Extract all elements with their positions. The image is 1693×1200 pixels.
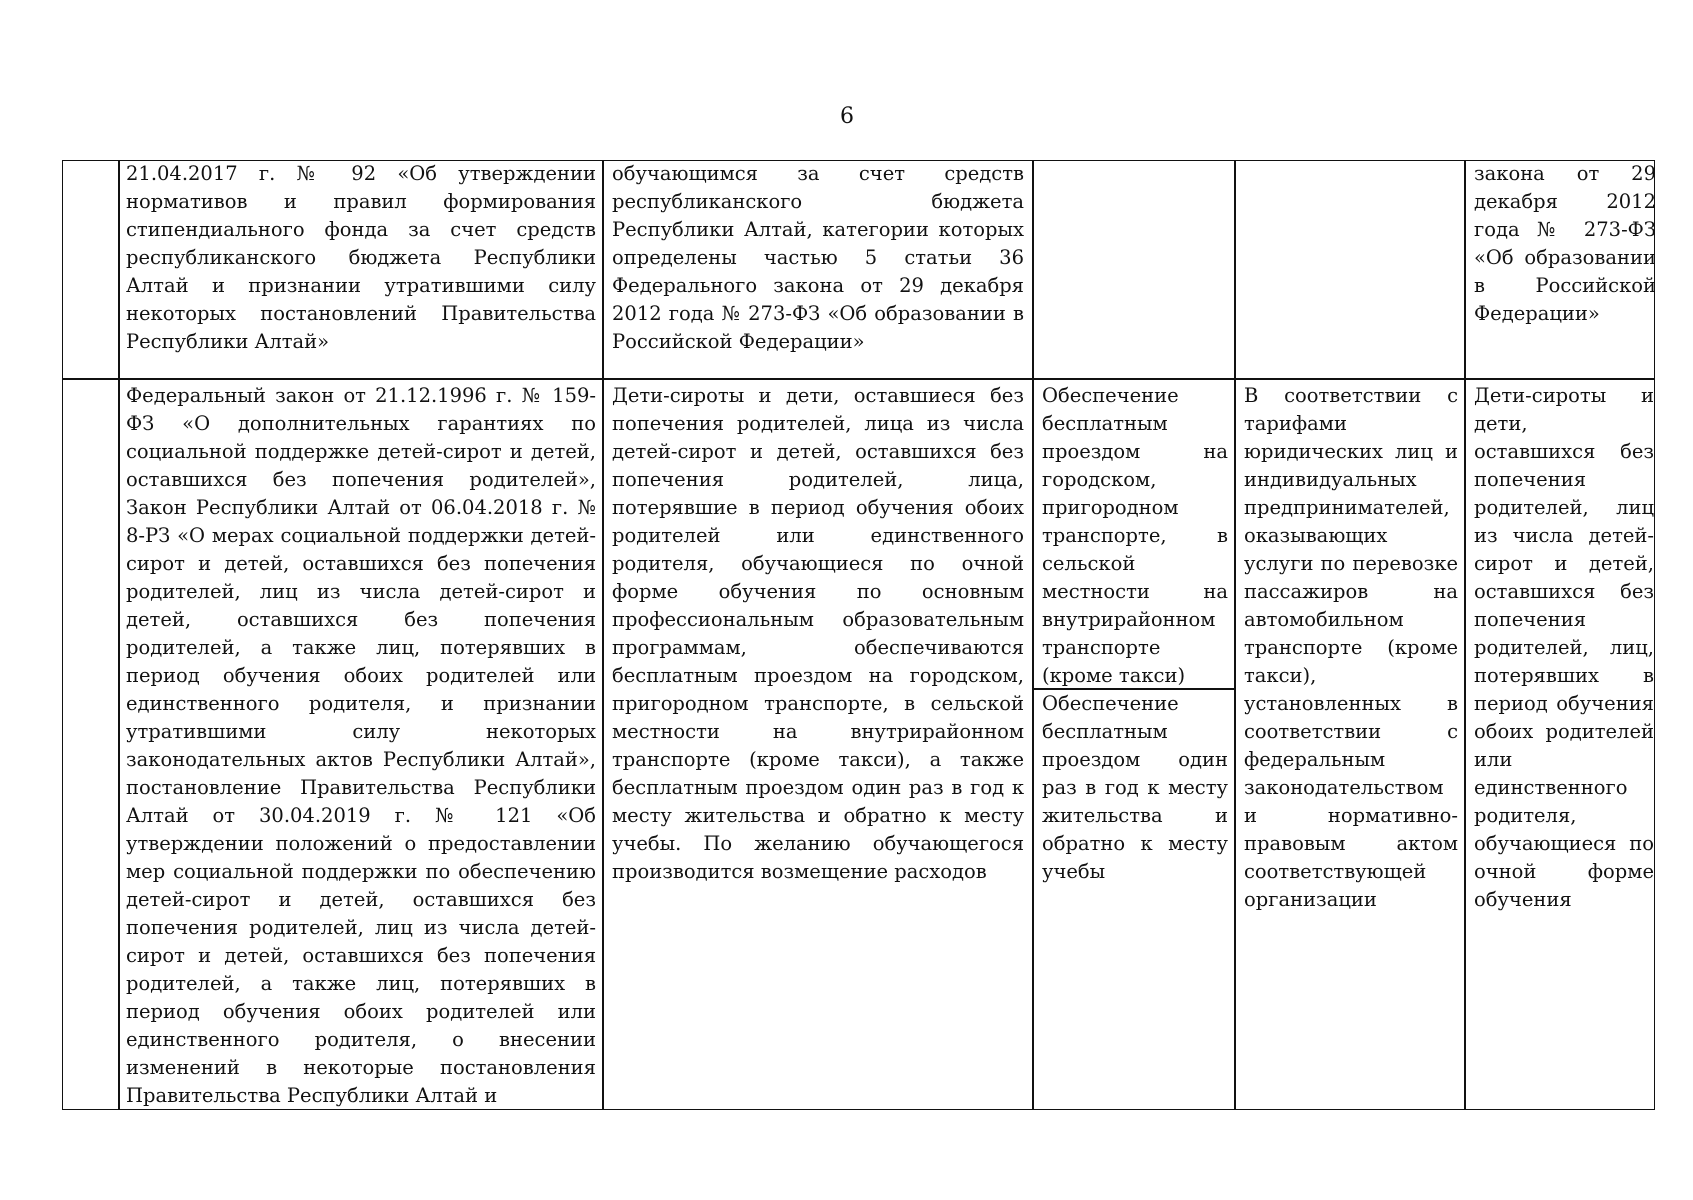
- table-cell: В соответствии с тарифами юридических лиц и индивидуальных предпринимателей, оказывающих услуги по перевозке пассажиров на автомобильном транспорте (кроме такси), установленных в соответствии с федеральным законодательством и нормативно-правовым актом соответствующей организации: [1244, 384, 1458, 911]
- row-divider: [62, 378, 1655, 380]
- table-cell: закона от 29 декабря 2012 года № 273-ФЗ «Об образовании в Российской Федерации»: [1474, 162, 1656, 325]
- table-cell: Дети-сироты и дети, оставшихся без попечения родителей, лиц из числа детей-сирот и детей, оставшихся без попечения родителей, лиц, потерявших в период обучения обоих родителей или единственного родителя, обучающиеся по очной форме обучения: [1474, 384, 1654, 911]
- table-cell: Федеральный закон от 21.12.1996 г. № 159-ФЗ «О дополнительных гарантиях по социальной поддержке детей-сирот и детей, оставшихся без попечения родителей», Закон Республики Алтай от 06.04.2018 г. № 8-РЗ «О мерах социальной поддержки детей-сирот и детей, оставшихся без попечения родителей, лиц из числа детей-сирот и детей, оставшихся без попечения родителей, а также лиц, потерявших в период обучения обоих родителей или единственного родителя, и признании утратившими силу некоторых законодательных актов Республики Алтай», постановление Правительства Республики Алтай от 30.04.2019 г. № 121 «Об утверждении положений о предоставлении мер социальной поддержки по обеспечению детей-сирот и детей, оставшихся без попечения родителей, лиц из числа детей-сирот и детей, оставшихся без попечения родителей, а также лиц, потерявших в период обучения обоих родителей или единственного родителя, о внесении изменений в некоторые постановления Правительства Республики Алтай и: [126, 384, 596, 1107]
- table-cell: 21.04.2017 г. № 92 «Об утверждении нормативов и правил формирования стипендиального фонда за счет средств республиканского бюджета Республики Алтай и признании утратившими силу некоторых постановлений Правительства Республики Алтай»: [126, 162, 596, 353]
- column-divider: [118, 160, 120, 1110]
- table-cell: обучающимся за счет средств республиканского бюджета Республики Алтай, категории которых определены частью 5 статьи 36 Федерального закона от 29 декабря 2012 года № 273-ФЗ «Об образовании в Российской Федерации»: [612, 162, 1024, 353]
- column-divider: [1464, 160, 1466, 1110]
- table-cell: Обеспечение бесплатным проездом один раз в год к месту жительства и обратно к месту учебы: [1042, 692, 1228, 883]
- page-number: 6: [840, 104, 854, 129]
- table-cell: Обеспечение бесплатным проездом на городском, пригородном транспорте, в сельской местности на внутрирайонном транспорте (кроме такси): [1042, 384, 1228, 687]
- table-cell: Дети-сироты и дети, оставшиеся без попечения родителей, лица из числа детей-сирот и детей, оставшихся без попечения родителей, лица, потерявшие в период обучения обоих родителей или единственного родителя, обучающиеся по очной форме обучения по основным профессиональным образовательным программам, обеспечиваются бесплатным проездом на городском, пригородном транспорте, в сельской местности на внутрирайонном транспорте (кроме такси), а также бесплатным проездом один раз в год к месту жительства и обратно к месту учебы. По желанию обучающегося производится возмещение расходов: [612, 384, 1024, 883]
- column-divider: [602, 160, 604, 1110]
- column-divider: [1032, 160, 1034, 1110]
- column-divider: [1234, 160, 1236, 1110]
